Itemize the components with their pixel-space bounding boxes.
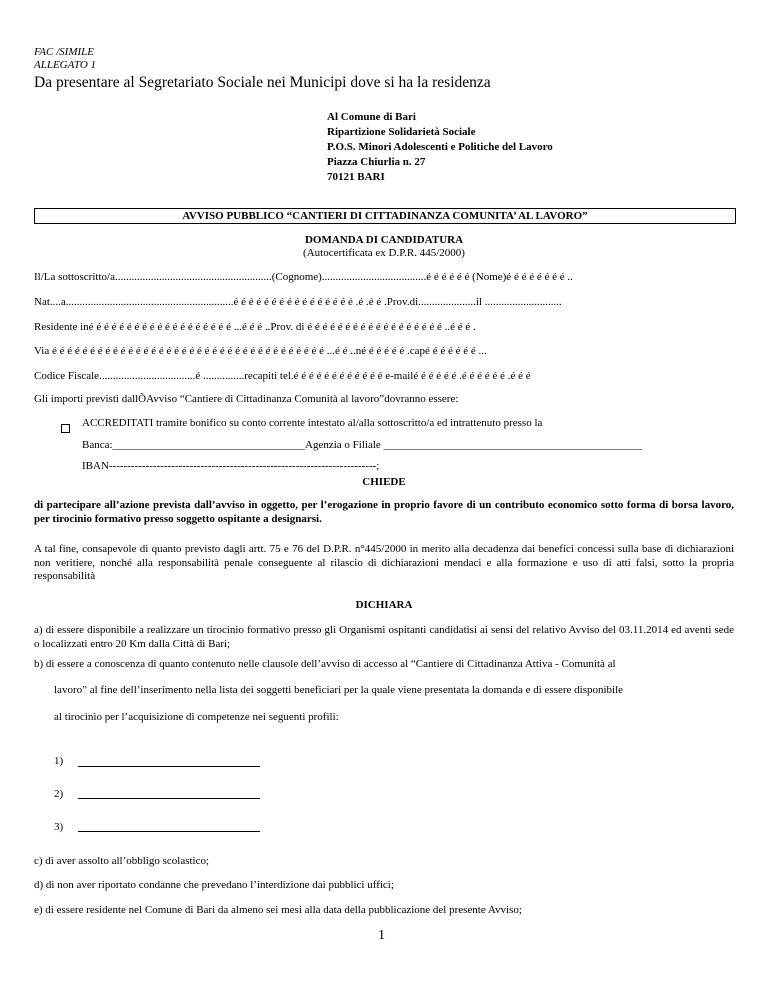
- chiede-title: CHIEDE: [362, 476, 406, 488]
- form-line-name[interactable]: Il/La sottoscritto/a.........................................................(Cognome)......................................é é é é é é (Nome)é é é é é é é é ..: [34, 271, 573, 283]
- chiede-text: di partecipare all’azione prevista dall’avviso in oggetto, per l’erogazione in proprio favore di un contributo economico sotto forma di borsa lavoro, per tirocinio formativo presso soggetto ospitante a designarsi.: [34, 499, 734, 525]
- form-line-fiscal-code[interactable]: Codice Fiscale...................................é ...............recapiti tel.é é é é é é é é é é é é e-mailé é é é é é .é é é é é é .é é é: [34, 370, 531, 382]
- profile-1-field[interactable]: [78, 766, 260, 767]
- recipient-line: P.O.S. Minori Adolescenti e Politiche del Lavoro: [327, 141, 553, 153]
- accreditati-checkbox[interactable]: [61, 420, 70, 438]
- domanda-title: DOMANDA DI CANDIDATURA: [304, 234, 464, 246]
- page-heading: Da presentare al Segretariato Sociale nei Municipi dove si ha la residenza: [34, 74, 491, 91]
- intro-paragraph: A tal fine, consapevole di quanto previsto dagli artt. 75 e 76 del D.P.R. n°445/2000 in merito alla decadenza dai benefici concessi sulla base di dichiarazioni non veritiere, nonché alla responsabilità penale conseguente al rilascio di dichiarazioni mendaci e alla formazione e uso di atti falsi, sotto la propria responsabilità: [34, 543, 734, 582]
- form-line-importi: Gli importi previsti dallÕAvviso “Cantiere di Cittadinanza Comunità al lavoro”dovranno essere:: [34, 393, 459, 405]
- profile-3-field[interactable]: [78, 831, 260, 832]
- profile-number: 2): [54, 788, 64, 800]
- recipient-line: 70121 BARI: [327, 171, 385, 183]
- avviso-title: AVVISO PUBBLICO “CANTIERI DI CITTADINANZA COMUNITA’ AL LAVORO”: [182, 210, 588, 222]
- form-line-birth[interactable]: Nat....a.............................................................é é é é é é é é é é é é é é é é .é .é é .Prov.di.....................il ............................: [34, 296, 562, 308]
- form-line-residence[interactable]: Residente iné é é é é é é é é é é é é é é é é é é ...é é é ..Prov. di é é é é é é é é é é é é é é é é é é ..é é é .: [34, 321, 476, 333]
- recipient-line: Ripartizione Solidarietà Sociale: [327, 126, 476, 138]
- recipient-address: [327, 110, 553, 185]
- dichiara-item-a: a) di essere disponibile a realizzare un tirocinio formativo presso gli Organismi ospitanti candidatisi ai sensi del relativo Avviso del 03.11.2014 ed aventi sede o localizzati entro 20 Km dalla Città di Bari;: [34, 624, 734, 650]
- recipient-line: Piazza Chiurlia n. 27: [327, 156, 426, 168]
- profile-2-field[interactable]: [78, 798, 260, 799]
- dichiara-title: DICHIARA: [355, 599, 413, 611]
- recipient-line: Al Comune di Bari: [327, 111, 416, 123]
- profile-number: 3): [54, 821, 64, 833]
- dichiara-item-c: c) di aver assolto all’obbligo scolastico;: [34, 855, 210, 867]
- accreditati-line: ACCREDITATI tramite bonifico su conto corrente intestato al/alla sottoscritto/a ed intrattenuto presso la: [82, 417, 543, 429]
- dichiara-item-e: e) di essere residente nel Comune di Bari da almeno sei mesi alla data della pubblicazione del presente Avviso;: [34, 904, 522, 916]
- profile-number: 1): [54, 755, 64, 767]
- fac-simile-label: FAC /SIMILE: [34, 46, 94, 58]
- dichiara-item-b: b) di essere a conoscenza di quanto contenuto nelle clausole dell’avviso di accesso al “Cantiere di Cittadinanza Attiva - Comunità al: [34, 658, 616, 670]
- iban-line[interactable]: IBAN-------------------------------------------------------------------------;: [82, 460, 380, 472]
- avviso-title-box: [34, 208, 736, 224]
- domanda-subtitle: (Autocertificata ex D.P.R. 445/2000): [303, 247, 465, 259]
- allegato-label: ALLEGATO 1: [34, 59, 97, 71]
- form-line-address[interactable]: Via é é é é é é é é é é é é é é é é é é é é é é é é é é é é é é é é é é é é ...é é ..né é é é é é .capé é é é é é é ...: [34, 345, 487, 357]
- page-number: 1: [378, 928, 385, 943]
- dichiara-item-b-cont: al tirocinio per l’acquisizione di competenze nei seguenti profili:: [54, 711, 339, 723]
- dichiara-item-d: d) di non aver riportato condanne che prevedano l’interdizione dai pubblici uffici;: [34, 879, 394, 891]
- dichiara-item-b-cont: lavoro” al fine dell’inserimento nella lista dei soggetti beneficiari per la quale viene presentata la domanda e di essere disponibile: [54, 684, 624, 696]
- bank-line[interactable]: Banca:___________________________________Agenzia o Filiale _______________________________________________: [82, 439, 643, 451]
